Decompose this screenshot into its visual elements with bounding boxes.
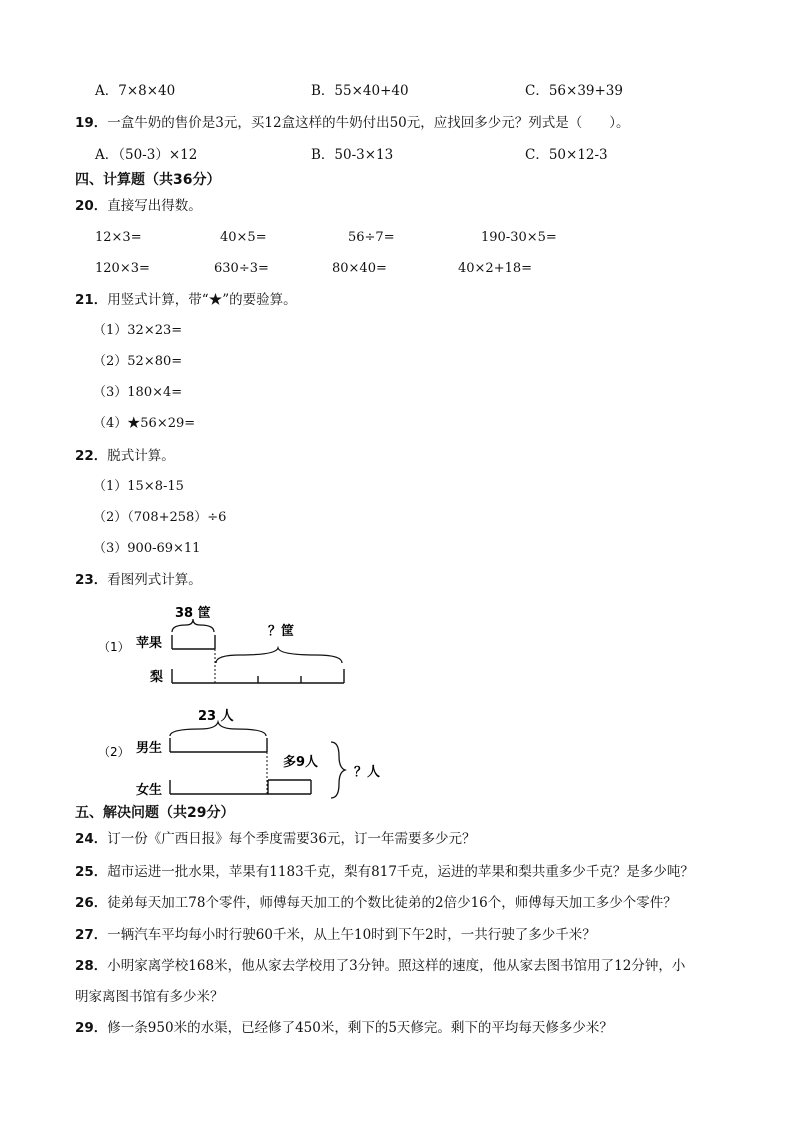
line-diagram-2	[0, 700, 420, 800]
section-heading-5: 五、解决问题（共29分）	[75, 805, 235, 821]
q19-option-b: B．50-3×13	[311, 147, 394, 163]
question-number: 26．	[75, 895, 108, 911]
question-text: 看图列式计算。	[107, 572, 202, 588]
question-text: 一辆汽车平均每小时行驶60千米，从上午10时到下午2时，一共行驶了多少千米？	[107, 927, 596, 943]
section-heading-4: 四、计算题（共36分）	[75, 172, 221, 188]
question-text: 徒弟每天加工78个零件，师傅每天加工的个数比徒弟的2倍少16个，师傅每天加工多少个零件？	[107, 895, 677, 911]
question-text: 小明家离学校168米，他从家去学校用了3分钟。照这样的速度，他从家去图书馆用了12分钟，小	[107, 958, 686, 974]
q21-item: （3）180×4=	[93, 385, 183, 400]
question-number: 22．	[75, 448, 108, 464]
q18-option-b: B．55×40+40	[311, 83, 409, 99]
row-label-apple: 苹果	[136, 636, 163, 651]
q22-item: （2）（708+258）÷6	[93, 510, 227, 525]
brace-total	[331, 742, 345, 798]
question-text: 订一份《广西日报》每个季度需要36元，订一年需要多少元？	[107, 831, 476, 847]
diagram-label: （1）	[98, 640, 130, 654]
total-label: ？人	[354, 765, 381, 780]
q19-option-a: A．（50-3）×12	[95, 147, 198, 163]
question-text: 超市运进一批水果，苹果有1183千克，梨有817千克，运进的苹果和梨共重多少千克？是多少吨？	[107, 864, 694, 880]
question-number: 23．	[75, 572, 108, 588]
q21-item: （2）52×80=	[93, 354, 183, 369]
q20-calc: 80×40=	[332, 261, 387, 276]
question-26	[75, 894, 677, 912]
question-29	[75, 1019, 613, 1037]
question-28-continued: 明家离图书馆有多少米？	[75, 989, 224, 1005]
q18-option-c: C．56×39+39	[525, 83, 623, 99]
boys-count-label: 23 人	[198, 709, 234, 724]
question-19	[75, 114, 630, 132]
row-label-boys: 男生	[136, 741, 163, 756]
question-20	[75, 197, 202, 215]
unknown-amount-label: ？筐	[268, 624, 295, 639]
q18-option-a: A．7×8×40	[95, 83, 176, 99]
q22-item: （3）900-69×11	[93, 541, 201, 556]
question-text: 一盒牛奶的售价是3元，买12盒这样的牛奶付出50元，应找回多少元？列式是（ ）。	[107, 115, 630, 131]
more-label: 多9人	[283, 755, 319, 770]
question-27	[75, 926, 596, 944]
brace-pear	[216, 648, 342, 663]
q20-calc: 56÷7=	[348, 230, 395, 245]
known-amount-label: 38 筐	[175, 606, 211, 621]
q20-calc: 40×5=	[220, 230, 267, 245]
question-number: 24．	[75, 831, 108, 847]
q20-calc: 120×3=	[95, 261, 150, 276]
question-text: 脱式计算。	[107, 448, 175, 464]
q21-item: （1）32×23=	[93, 323, 183, 338]
question-text: 用竖式计算，带“★”的要验算。	[107, 292, 297, 308]
q22-item: （1）15×8-15	[93, 479, 184, 494]
q20-calc: 630÷3=	[214, 261, 269, 276]
question-22	[75, 447, 175, 465]
question-text: 修一条950米的水渠，已经修了450米，剩下的5天修完。剩下的平均每天修多少米？	[107, 1020, 613, 1036]
line-diagram-1	[0, 595, 400, 695]
question-number: 28．	[75, 958, 108, 974]
question-number: 27．	[75, 927, 108, 943]
question-28	[75, 957, 685, 975]
question-number: 29．	[75, 1020, 108, 1036]
q20-calc: 40×2+18=	[458, 261, 533, 276]
brace-boys	[170, 722, 266, 736]
q21-item: （4）★56×29=	[93, 416, 196, 431]
question-23	[75, 571, 202, 589]
question-21	[75, 291, 297, 309]
question-number: 21．	[75, 292, 108, 308]
row-label-pear: 梨	[150, 670, 164, 685]
question-24	[75, 830, 475, 848]
question-25	[75, 863, 694, 881]
question-text: 直接写出得数。	[107, 198, 202, 214]
question-number: 20．	[75, 198, 108, 214]
q19-option-c: C．50×12-3	[525, 147, 608, 163]
row-label-girls: 女生	[136, 783, 163, 798]
question-number: 19．	[75, 115, 108, 131]
q20-calc: 190-30×5=	[481, 230, 557, 245]
q20-calc: 12×3=	[95, 230, 142, 245]
question-number: 25．	[75, 864, 108, 880]
diagram-label: （2）	[98, 745, 130, 759]
